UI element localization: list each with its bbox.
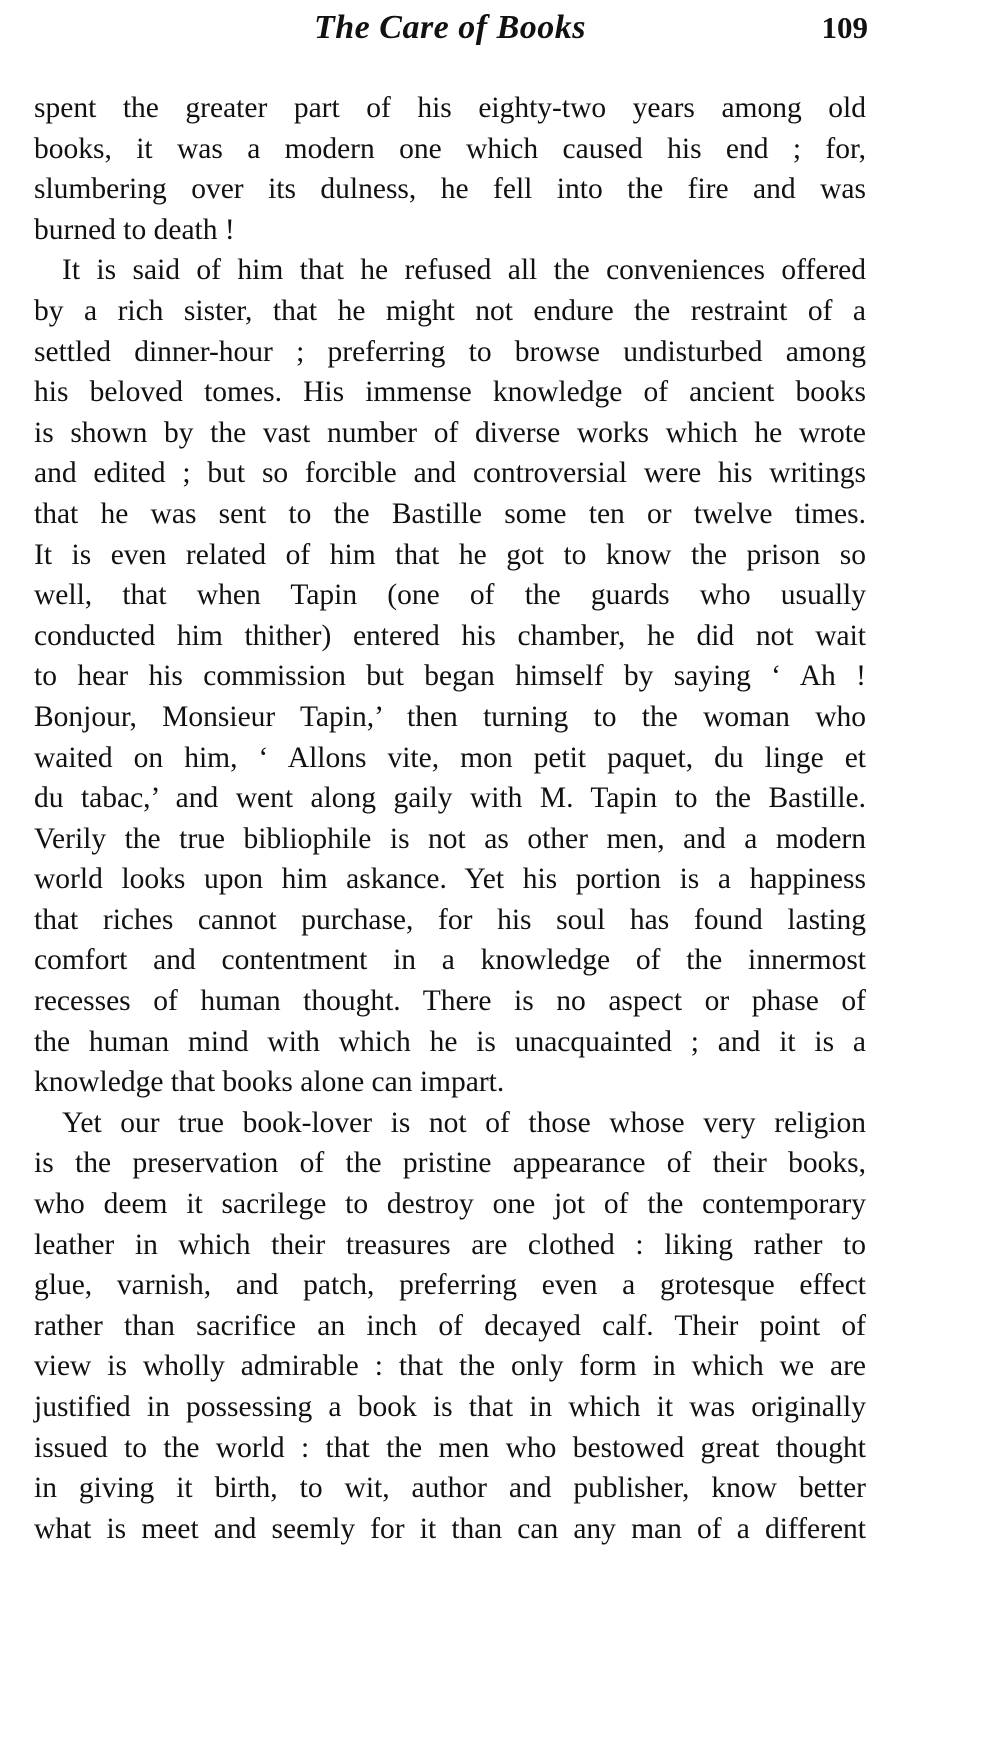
text-line: Verily the true bibliophile is not as other men, and a modern: [34, 822, 866, 855]
paragraph-3: [34, 1103, 866, 1550]
text-line: his beloved tomes. His immense knowledge of ancient books: [34, 376, 866, 409]
text-line: knowledge that books alone can impart.: [34, 1066, 505, 1099]
text-line: conducted him thither) entered his chamber, he did not wait: [34, 619, 866, 652]
running-head: [34, 6, 866, 54]
text-line: who deem it sacrilege to destroy one jot of the contemporary: [34, 1188, 866, 1221]
text-line: is shown by the vast number of diverse works which he wrote: [34, 416, 866, 449]
text-line: books, it was a modern one which caused his end ; for,: [34, 132, 866, 165]
text-line: recesses of human thought. There is no aspect or phase of: [34, 985, 866, 1018]
page-number: 109: [821, 10, 868, 45]
paragraph-2: [34, 250, 866, 1102]
text-line: du tabac,’ and went along gaily with M. Tapin to the Bastille.: [34, 782, 866, 815]
text-line: waited on him, ‘ Allons vite, mon petit paquet, du linge et: [34, 741, 866, 774]
text-line: glue, varnish, and patch, preferring even a grotesque effect: [34, 1269, 866, 1302]
text-line: that he was sent to the Bastille some ten or twelve times.: [34, 497, 866, 530]
text-line: spent the greater part of his eighty-two years among old: [34, 92, 866, 124]
text-line: that riches cannot purchase, for his soul has found lasting: [34, 903, 866, 936]
paragraph-1: [34, 88, 866, 250]
text-line: world looks upon him askance. Yet his portion is a happiness: [34, 863, 866, 896]
text-line: burned to death !: [34, 213, 235, 246]
running-title: The Care of Books: [314, 9, 586, 46]
text-line: well, that when Tapin (one of the guards who usually: [34, 579, 866, 612]
text-line: what is meet and seemly for it than can any man of a different: [34, 1512, 866, 1545]
text-line: by a rich sister, that he might not endure the restraint of a: [34, 294, 866, 327]
text-line: view is wholly admirable : that the only form in which we are: [34, 1350, 866, 1383]
text-line: Yet our true book-lover is not of those whose very religion: [62, 1106, 866, 1139]
text-line: justified in possessing a book is that in which it was originally: [34, 1391, 866, 1423]
text-line: leather in which their treasures are clothed : liking rather to: [34, 1228, 866, 1261]
text-line: in giving it birth, to wit, author and publisher, know better: [34, 1472, 866, 1505]
text-line: settled dinner-hour ; preferring to browse undisturbed among: [34, 335, 866, 368]
body-text: [34, 88, 866, 1549]
text-line: Bonjour, Monsieur Tapin,’ then turning to the woman who: [34, 700, 866, 733]
text-line: is the preservation of the pristine appearance of their books,: [34, 1147, 866, 1180]
text-line: and edited ; but so forcible and controversial were his writings: [34, 457, 866, 490]
text-line: to hear his commission but began himself by saying ‘ Ah !: [34, 660, 866, 693]
text-line: the human mind with which he is unacquainted ; and it is a: [34, 1025, 866, 1058]
text-line: It is said of him that he refused all the conveniences offered: [62, 254, 866, 287]
text-line: rather than sacrifice an inch of decayed calf. Their point of: [34, 1309, 866, 1342]
text-line: slumbering over its dulness, he fell into the fire and was: [34, 173, 866, 206]
text-line: comfort and contentment in a knowledge of the innermost: [34, 944, 866, 977]
text-line: It is even related of him that he got to know the prison so: [34, 538, 866, 571]
text-line: issued to the world : that the men who bestowed great thought: [34, 1431, 866, 1464]
